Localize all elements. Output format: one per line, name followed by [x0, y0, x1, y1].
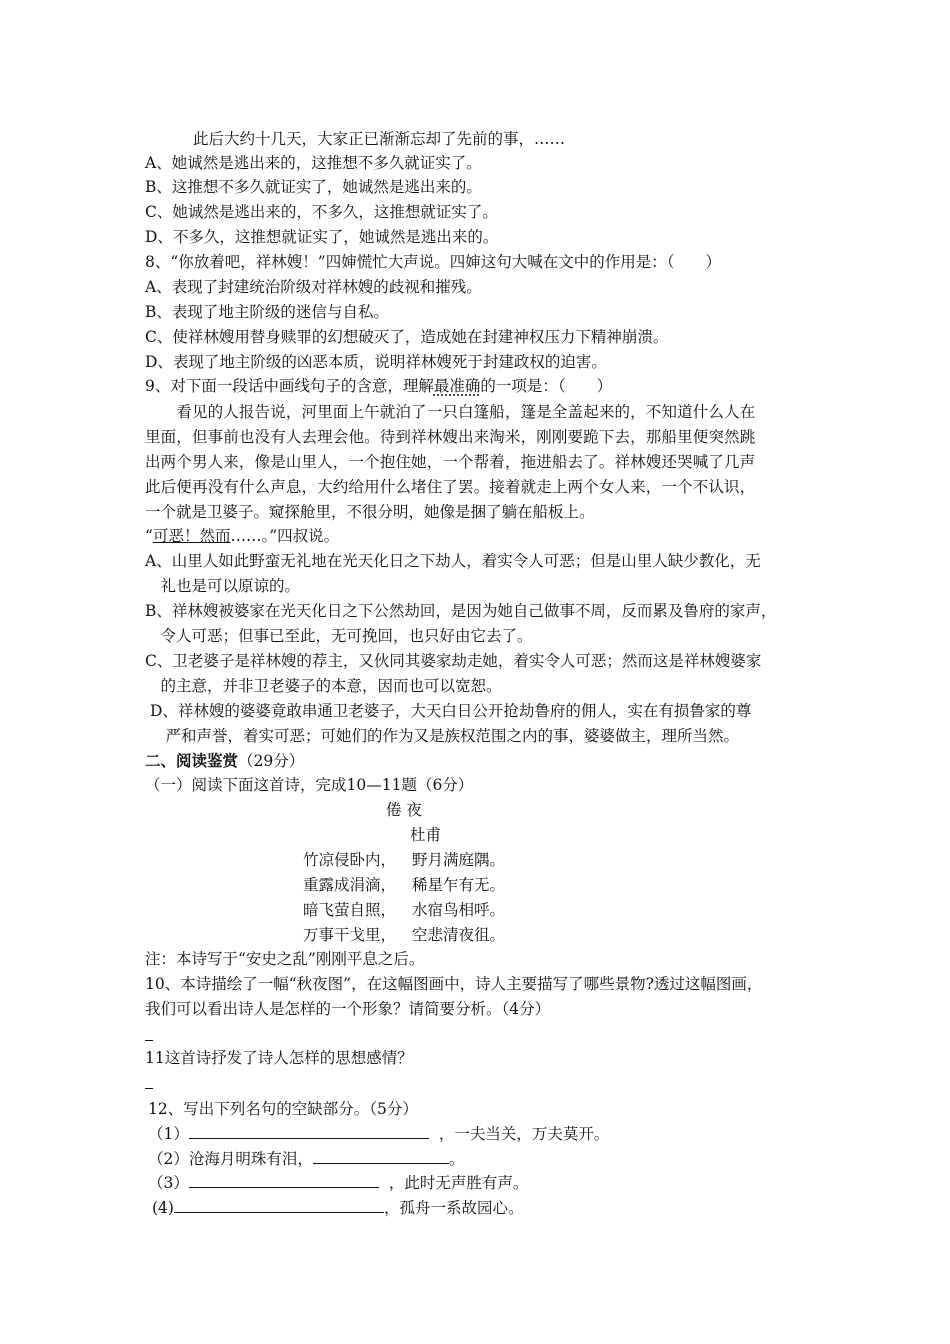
q9-underlined-sentence: 可恶！然而 — [152, 527, 231, 545]
q9-passage-line: 看见的人报告说，河里面上午就泊了一只白篷船，篷是全盖起来的，不知道什么人在 — [145, 403, 756, 421]
q9-stem-emphasis: 最准确 — [433, 377, 481, 395]
q12-item-2 — [148, 1147, 464, 1170]
q7-option-c: C、她诚然是逃出来的，不多久，这推想就证实了。 — [145, 203, 498, 221]
section-title: 二、阅读鉴赏 — [145, 751, 239, 770]
poem-half-line: 稀星乍有无。 — [412, 876, 506, 894]
item-prefix: （2）沧海月明珠有泪， — [148, 1150, 313, 1168]
section-score: （29分） — [238, 752, 305, 770]
item-prefix: （1） — [148, 1125, 189, 1143]
q8-stem: 8、“你放着吧，祥林嫂！”四婶慌忙大声说。四婶这句大喊在文中的作用是：（ ） — [145, 253, 721, 271]
q8-option-c: C、使祥林嫂用替身赎罪的幻想破灭了，造成她在封建神权压力下精神崩溃。 — [145, 328, 669, 346]
poem-half-line: 竹凉侵卧内， — [303, 851, 397, 869]
item-prefix: (4) — [152, 1199, 174, 1217]
q9-passage-line: 一个就是卫婆子。窥探舱里，不很分明，她像是捆了躺在船板上。 — [145, 503, 595, 521]
fill-blank-1[interactable] — [189, 1122, 429, 1139]
q8-option-b: B、表现了地主阶级的迷信与自私。 — [145, 303, 389, 321]
q8-option-d: D、表现了地主阶级的凶恶本质，说明祥林嫂死于封建政权的迫害。 — [145, 353, 607, 371]
fill-blank-2[interactable] — [313, 1147, 449, 1164]
q9-option-d-cont: 严和声誉，着实可恶；可她们的作为又是族权范围之内的事，婆婆做主，理所当然。 — [150, 727, 740, 745]
q7-option-b: B、这推想不多久就证实了，她诚然是逃出来的。 — [145, 178, 482, 196]
subsection-instruction: （一）阅读下面这首诗，完成10—11题（6分） — [145, 776, 474, 794]
poem-author: 杜甫 — [410, 826, 442, 844]
q10-stem: 10、本诗描绘了一幅“秋夜图”，在这幅图画中，诗人主要描写了哪些景物?透过这幅图画， — [145, 975, 763, 993]
q9-option-a: A、山里人如此野蛮无礼地在光天化日之下劫人，着实令人可恶；但是山里人缺少教化，无 — [145, 552, 761, 570]
answer-line[interactable] — [145, 1088, 153, 1089]
item-text: ，孤舟一系故园心。 — [383, 1199, 524, 1217]
poem-half-line: 野月满庭隅。 — [412, 851, 506, 869]
q12-item-1 — [148, 1122, 609, 1145]
q9-option-c: C、卫老婆子是祥林嫂的荐主，又伙同其婆家劫走她，着实令人可恶；然而这是祥林嫂婆家 — [145, 652, 762, 670]
poem-half-line: 空悲清夜徂。 — [412, 926, 506, 944]
q9-option-a-cont: 礼也是可以原谅的。 — [145, 577, 301, 595]
q9-option-b: B、祥林嫂被婆家在光天化日之下公然劫回，是因为她自己做事不周，反而累及鲁府的家声， — [145, 602, 777, 620]
q8-option-a: A、表现了封建统治阶级对祥林嫂的歧视和摧残。 — [145, 278, 482, 296]
poem-line — [303, 924, 505, 946]
answer-line[interactable] — [145, 1040, 153, 1041]
item-text: ，一夫当关，万夫莫开。 — [438, 1125, 610, 1143]
q7-option-d: D、不多久，这推想就证实了，她诚然是逃出来的。 — [145, 228, 499, 246]
fill-blank-4[interactable] — [174, 1196, 384, 1213]
q9-option-d: D、祥林嫂的婆婆竟敢串通卫老婆子，大天白日公开抢劫鲁府的佣人，实在有损鲁家的尊 — [150, 702, 752, 720]
q12-item-3 — [148, 1171, 528, 1194]
q9-passage-line: 出两个男人来，像是山里人，一个抱住她，一个帮着，拖进船去了。祥林嫂还哭喊了几声 — [145, 453, 756, 471]
q7-option-a: A、她诚然是逃出来的，这推想不多久就证实了。 — [145, 154, 482, 172]
q10-stem-cont: 我们可以看出诗人是怎样的一个形象？请简要分析。（4分） — [145, 1000, 551, 1018]
q12-stem: 12、写出下列名句的空缺部分。（5分） — [148, 1100, 418, 1118]
q9-stem — [145, 375, 612, 397]
q9-passage-line: 此后便再没有什么声息，大约给用什么堵住了罢。接着就走上两个女人来，一个不认识， — [145, 478, 756, 496]
poem-half-line: 暗飞萤自照， — [303, 901, 397, 919]
q7-intro: 此后大约十几天，大家正已渐渐忘却了先前的事，…… — [193, 130, 566, 148]
q9-option-c-cont: 的主意，并非卫老婆子的本意，因而也可以宽恕。 — [145, 677, 502, 695]
item-prefix: （3） — [148, 1174, 189, 1192]
poem-half-line: 万事干戈里， — [303, 926, 397, 944]
q9-option-b-cont: 令人可恶；但事已至此，无可挽回，也只好由它去了。 — [145, 627, 533, 645]
quote-mark: “ — [145, 527, 153, 545]
section-heading — [145, 750, 304, 772]
fill-blank-3[interactable] — [189, 1171, 379, 1188]
item-text: ，此时无声胜有声。 — [388, 1174, 529, 1192]
q12-item-4 — [152, 1196, 523, 1219]
q9-quote-rest: ……。”四叔说。 — [230, 527, 340, 545]
q9-passage-line: 里面，但事前也没有人去理会他。待到祥林嫂出来淘米，刚刚要跪下去，那船里便突然跳 — [145, 428, 756, 446]
poem-line — [303, 849, 505, 871]
q11-stem: 11这首诗抒发了诗人怎样的思想感情？ — [145, 1049, 413, 1067]
poem-line — [303, 874, 505, 896]
q9-stem-start: 9、对下面一段话中画线句子的含意，理解 — [145, 377, 434, 395]
poem-half-line: 重露成涓滴， — [303, 876, 397, 894]
poem-note: 注：本诗写于“安史之乱”刚刚平息之后。 — [145, 950, 425, 968]
item-text: 。 — [448, 1150, 465, 1168]
q9-quote — [145, 525, 339, 547]
q9-stem-end: 的一项是：（ ） — [480, 377, 613, 395]
poem-half-line: 水宿鸟相呼。 — [412, 901, 506, 919]
poem-line — [303, 899, 505, 921]
poem-title: 倦 夜 — [386, 801, 422, 819]
